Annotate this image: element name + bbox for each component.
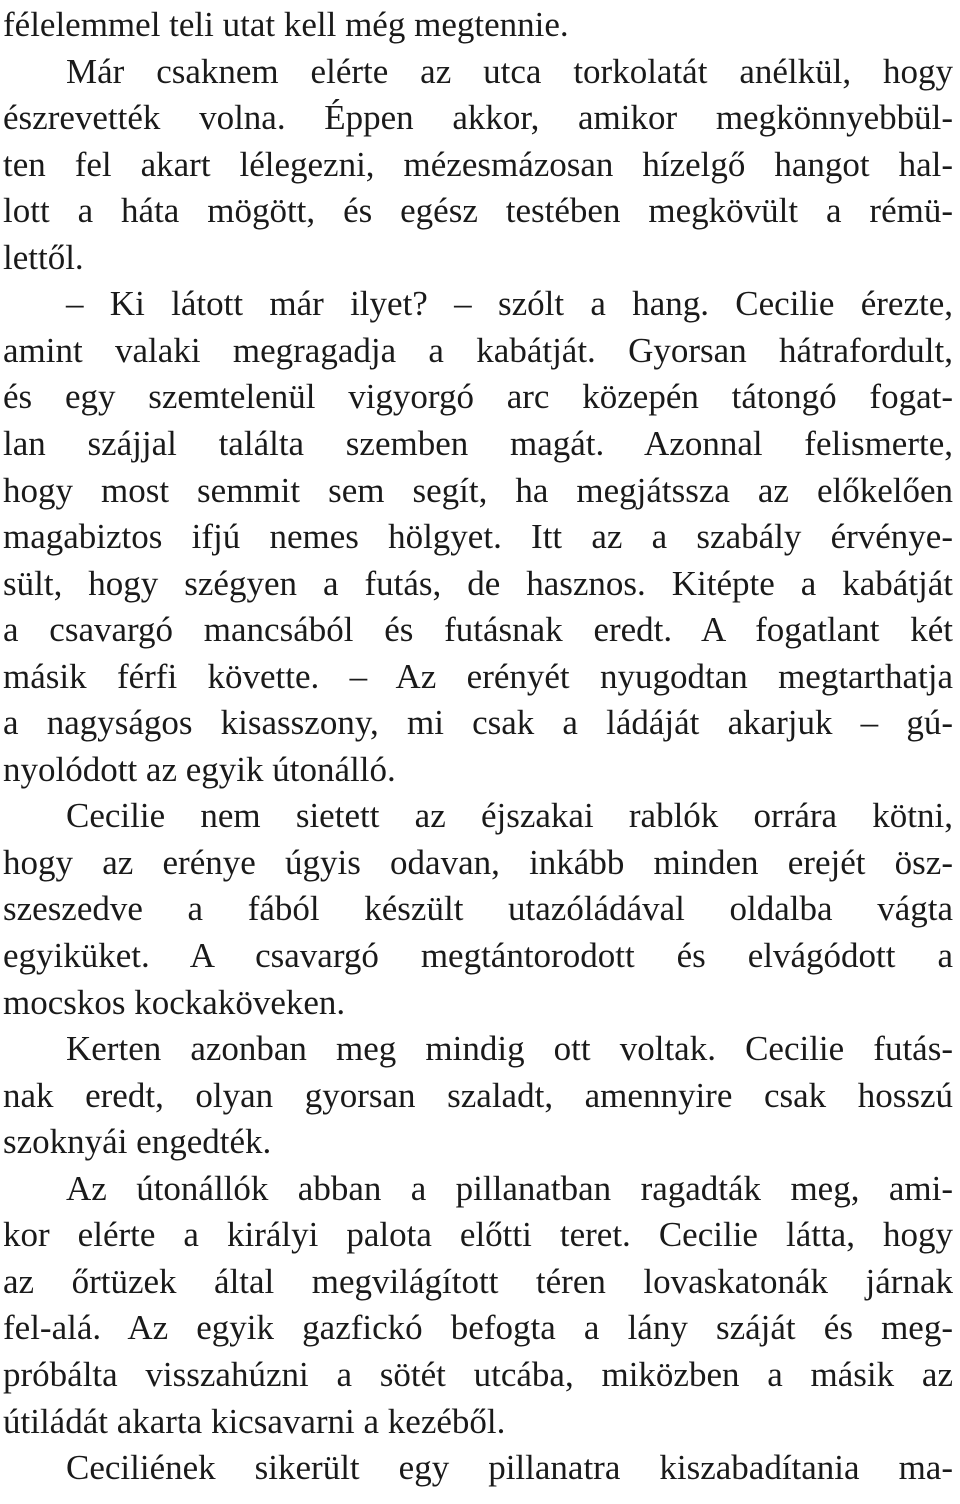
text-line: magabiztos ifjú nemes hölgyet. Itt az a szabály érvénye-	[3, 517, 953, 557]
text-line: a nagyságos kisasszony, mi csak a ládáját akarjuk – gú-	[3, 703, 953, 743]
text-line: Az útonállók abban a pillanatban ragadták meg, ami-	[66, 1168, 953, 1208]
text-line: másik férfi követte. – Az erényét nyugodtan megtarthatja	[3, 656, 953, 696]
text-line: amint valaki megragadja a kabátját. Gyorsan hátrafordult,	[3, 330, 953, 370]
text-line: hogy az erénye úgyis odavan, inkább minden erejét ösz-	[3, 842, 953, 882]
text-line: fel-alá. Az egyik gazfickó befogta a lány száját és meg-	[3, 1308, 953, 1348]
text-line: félelemmel teli utat kell még megtennie.	[3, 5, 569, 44]
text-line: az őrtüzek által megvilágított téren lovaskatonák járnak	[3, 1261, 953, 1301]
text-line: nak eredt, olyan gyorsan szaladt, amennyire csak hosszú	[3, 1075, 953, 1115]
text-line: útiládát akarta kicsavarni a kezéből.	[3, 1401, 506, 1441]
text-line: nyolódott az egyik útonálló.	[3, 749, 396, 789]
text-line: hogy most semmit sem segít, ha megjátssza az előkelően	[3, 470, 953, 510]
text-line: egyiküket. A csavargó megtántorodott és elvágódott a	[3, 936, 953, 975]
text-line: Kerten azonban meg mindig ott voltak. Cecilie futás-	[66, 1029, 953, 1069]
text-line: – Ki látott már ilyet? – szólt a hang. Cecilie érezte,	[66, 284, 953, 324]
text-line: szeszedve a fából készült utazóládával oldalba vágta	[3, 889, 953, 929]
text-line: a csavargó mancsából és futásnak eredt. A fogatlant két	[3, 610, 953, 650]
text-line: próbálta visszahúzni a sötét utcába, miközben a másik az	[3, 1354, 953, 1394]
text-line: észrevették volna. Éppen akkor, amikor megkönnyebbül-	[3, 98, 953, 138]
text-line: lott a háta mögött, és egész testében megkövült a rémü-	[3, 191, 953, 231]
text-line: lan szájjal találta szemben magát. Azonnal felismerte,	[3, 423, 953, 463]
text-line: szoknyái engedték.	[3, 1122, 272, 1162]
text-line: kor elérte a királyi palota előtti teret. Cecilie látta, hogy	[3, 1215, 953, 1255]
text-line: sült, hogy szégyen a futás, de hasznos. Kitépte a kabátját	[3, 563, 953, 603]
text-line: lettől.	[3, 237, 84, 277]
text-line: Ceciliének sikerült egy pillanatra kiszabadítania ma-	[66, 1448, 953, 1488]
text-line: mocskos kockaköveken.	[3, 982, 346, 1022]
text-line: Cecilie nem sietett az éjszakai rablók orrára kötni,	[66, 796, 953, 836]
text-line: Már csaknem elérte az utca torkolatát anélkül, hogy	[66, 51, 953, 91]
text-line: és egy szemtelenül vigyorgó arc közepén tátongó fogat-	[3, 377, 953, 417]
text-line: ten fel akart lélegezni, mézesmázosan hízelgő hangot hal-	[3, 144, 953, 184]
